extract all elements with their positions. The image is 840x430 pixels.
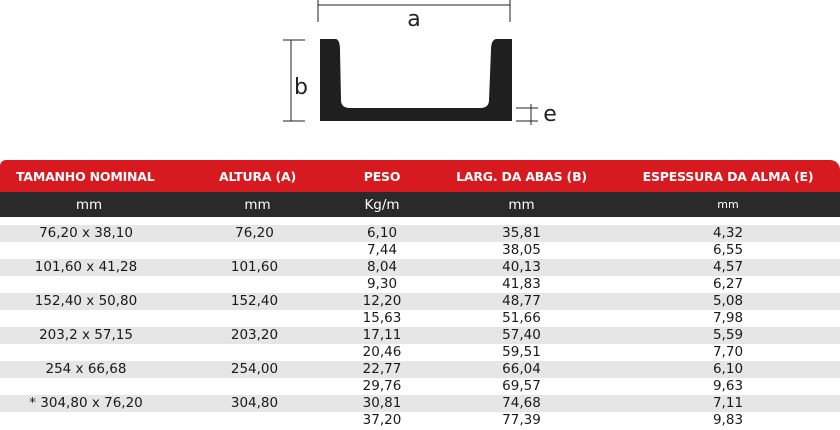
cell-peso: 17,11 xyxy=(337,327,427,344)
units-row xyxy=(0,192,840,217)
cell-espessura: 6,55 xyxy=(712,242,744,258)
cell-size-empty xyxy=(0,412,178,429)
cell-largura: 51,66 xyxy=(502,310,541,326)
cell-size: 101,60 x 41,28 xyxy=(0,259,178,276)
cell-height-empty xyxy=(178,378,337,395)
unit-tamanho: mm xyxy=(0,192,178,217)
cell-largura: 57,40 xyxy=(427,327,616,344)
header-tamanho-nominal: TAMANHO NOMINAL xyxy=(0,160,178,192)
cell-height-empty xyxy=(178,310,337,327)
cell-largura: 77,39 xyxy=(502,412,541,428)
table-row xyxy=(0,395,840,412)
cell-size-empty xyxy=(0,310,178,327)
cell-height: 203,20 xyxy=(178,327,337,344)
cell-largura: 41,83 xyxy=(502,276,541,292)
header-altura: ALTURA (A) xyxy=(178,160,337,192)
table-row xyxy=(0,344,840,361)
table-row xyxy=(0,412,840,429)
table-row xyxy=(0,242,840,259)
cell-espessura: 5,59 xyxy=(616,327,840,344)
table-row xyxy=(0,378,840,395)
cell-largura: 35,81 xyxy=(427,225,616,242)
dim-e-label: e xyxy=(543,102,557,127)
channel-profile-diagram xyxy=(0,0,840,160)
cell-espessura: 5,08 xyxy=(616,293,840,310)
cell-largura: 69,57 xyxy=(502,378,541,394)
cell-peso: 20,46 xyxy=(362,344,402,360)
cell-size: 254 x 66,68 xyxy=(0,361,178,378)
cell-espessura: 9,63 xyxy=(712,378,744,394)
specs-table xyxy=(0,160,840,429)
cell-espessura: 9,83 xyxy=(712,412,744,428)
cell-largura: 59,51 xyxy=(502,344,541,360)
unit-peso: Kg/m xyxy=(337,192,427,217)
cell-largura: 74,68 xyxy=(427,395,616,412)
cell-largura: 66,04 xyxy=(427,361,616,378)
table-row xyxy=(0,327,840,344)
dim-a-label: a xyxy=(407,7,421,32)
cell-peso: 29,76 xyxy=(362,378,402,394)
cell-size: 76,20 x 38,10 xyxy=(0,225,178,242)
cell-espessura: 4,57 xyxy=(616,259,840,276)
cell-peso: 30,81 xyxy=(337,395,427,412)
header-espessura-alma: ESPESSURA DA ALMA (E) xyxy=(616,160,840,192)
cell-height: 101,60 xyxy=(178,259,337,276)
unit-espessura: mm xyxy=(616,192,840,217)
cell-largura: 40,13 xyxy=(427,259,616,276)
cell-espessura: 7,11 xyxy=(616,395,840,412)
table-row xyxy=(0,259,840,276)
cell-peso: 37,20 xyxy=(362,412,402,428)
dim-b-label: b xyxy=(294,75,308,100)
table-row xyxy=(0,293,840,310)
cell-peso: 12,20 xyxy=(337,293,427,310)
cell-espessura: 7,70 xyxy=(712,344,744,360)
table-row xyxy=(0,276,840,293)
table-row xyxy=(0,225,840,242)
cell-height: 152,40 xyxy=(178,293,337,310)
cell-height: 254,00 xyxy=(178,361,337,378)
cell-size-empty xyxy=(0,242,178,259)
cell-height-empty xyxy=(178,344,337,361)
cell-size: * 304,80 x 76,20 xyxy=(0,395,178,412)
cell-peso: 8,04 xyxy=(337,259,427,276)
cell-height-empty xyxy=(178,242,337,259)
cell-size: 152,40 x 50,80 xyxy=(0,293,178,310)
cell-peso: 15,63 xyxy=(362,310,402,326)
cell-size-empty xyxy=(0,344,178,361)
cell-espessura: 7,98 xyxy=(712,310,744,326)
cell-size: 203,2 x 57,15 xyxy=(0,327,178,344)
cell-espessura: 6,10 xyxy=(616,361,840,378)
cell-size-empty xyxy=(0,276,178,293)
cell-height-empty xyxy=(178,412,337,429)
cell-peso: 6,10 xyxy=(337,225,427,242)
cell-height: 304,80 xyxy=(178,395,337,412)
header-row xyxy=(0,160,840,192)
cell-height: 76,20 xyxy=(178,225,337,242)
cell-largura: 38,05 xyxy=(502,242,541,258)
table-row xyxy=(0,361,840,378)
header-peso: PESO xyxy=(337,160,427,192)
unit-altura: mm xyxy=(178,192,337,217)
channel-shape xyxy=(320,39,512,121)
u-channel-drawing xyxy=(0,0,840,160)
cell-size-empty xyxy=(0,378,178,395)
cell-peso: 22,77 xyxy=(337,361,427,378)
cell-espessura: 4,32 xyxy=(616,225,840,242)
cell-height-empty xyxy=(178,276,337,293)
cell-peso: 7,44 xyxy=(366,242,398,258)
cell-espessura: 6,27 xyxy=(712,276,744,292)
cell-peso: 9,30 xyxy=(366,276,398,292)
table-row xyxy=(0,310,840,327)
cell-largura: 48,77 xyxy=(427,293,616,310)
spacer-row xyxy=(0,217,840,225)
header-largura-abas: LARG. DA ABAS (B) xyxy=(427,160,616,192)
specs-table-body xyxy=(0,217,840,429)
unit-largura: mm xyxy=(427,192,616,217)
specs-table-container xyxy=(0,160,840,429)
